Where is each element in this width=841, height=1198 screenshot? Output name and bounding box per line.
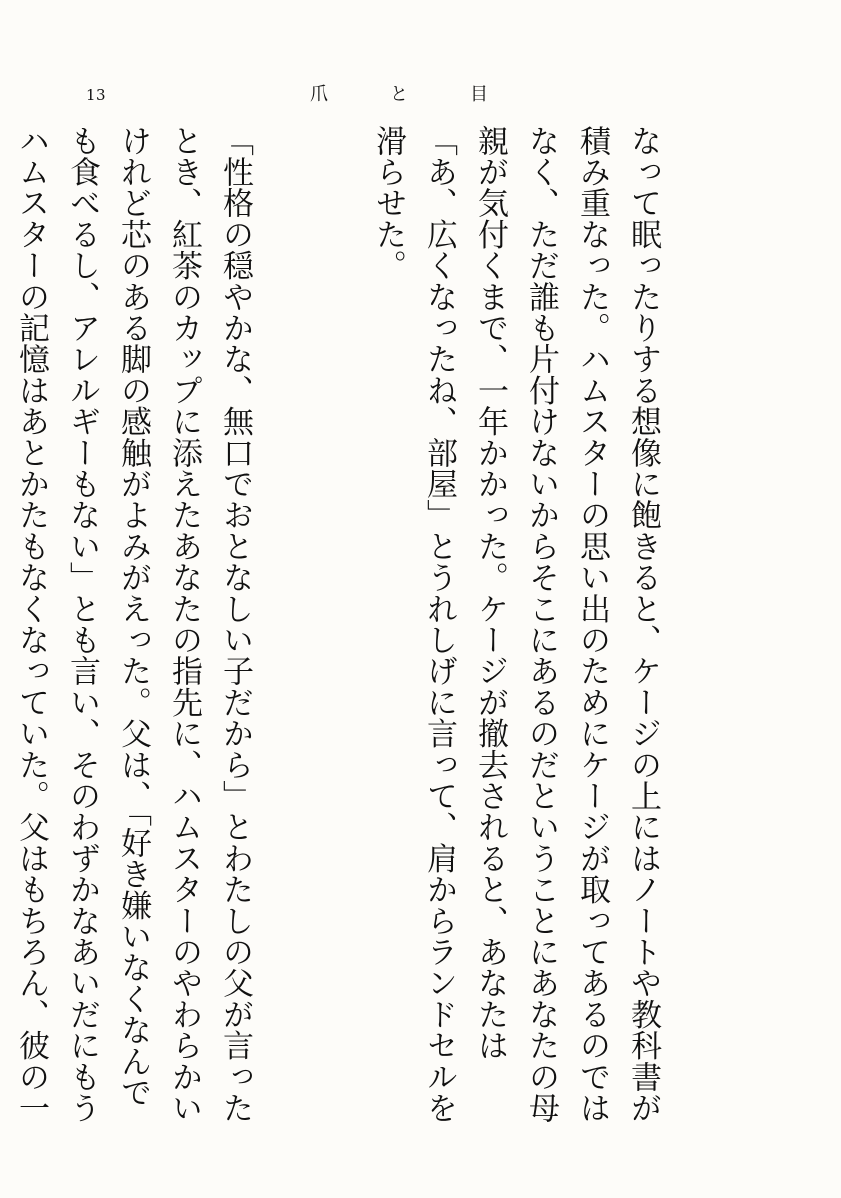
paragraph: なって眠ったりする想像に飽きると、ケージの上にはノートや教科書が積み重なった。ハムスターの思い出のためにケージが取ってあるのではなく、ただ誰も片付けないからそこにあるのだということにあなたの母親が気付くまで、一年かかった。ケージが撤去されると、あなたは「あ、広くなったね、部屋」とうれしげに言って、肩からランドセルを滑らせた。 [370,125,661,1124]
body-text [13,125,770,1125]
paragraph: 「性格の穏やかな、無口でおとなしい子だから」とわたしの父が言ったとき、紅茶のカップに添えたあなたの指先に、ハムスターのやわらかいけれど芯のある脚の感触がよみがえった。父は、「好き嫌いなくなんでも食べるし、アレルギーもない」とも言い、そのわずかなあいだにもうハムスターの記憶はあとかたもなくなっていた。父はもちろん、彼の一 [13,125,253,1124]
running-head-char: 爪 [310,84,328,105]
running-head-title [310,80,488,106]
page-number: 13 [86,86,107,104]
running-head-char: と [390,84,408,105]
running-head-char: 目 [470,84,488,105]
